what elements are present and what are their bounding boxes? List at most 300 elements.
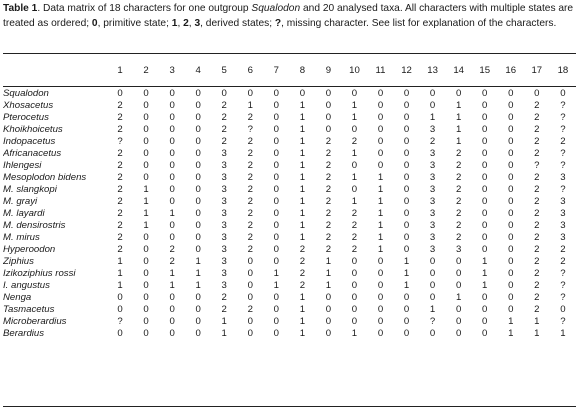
character-state-cell: 1 (299, 112, 306, 123)
character-state-cell: 1 (351, 148, 358, 159)
character-column-header: 4 (195, 65, 201, 76)
character-state-cell: 0 (351, 124, 358, 135)
taxon-name: Khoikhoicetus (3, 124, 63, 135)
table-row (3, 160, 576, 172)
table-row (3, 232, 576, 244)
character-state-cell: 1 (117, 256, 123, 267)
character-state-cell: 1 (482, 268, 488, 279)
character-state-cell: 0 (403, 124, 410, 135)
character-state-cell: 2 (534, 196, 540, 207)
character-state-cell: 0 (351, 88, 358, 99)
character-state-cell: 1 (534, 316, 540, 327)
character-state-cell: 0 (143, 292, 149, 303)
character-state-cell: 1 (403, 268, 410, 279)
character-state-cell: 2 (325, 184, 332, 195)
character-state-cell: 0 (455, 304, 462, 315)
character-state-cell: 0 (482, 244, 488, 255)
character-state-cell: 0 (169, 220, 175, 231)
character-state-cell: 1 (117, 268, 123, 279)
character-state-cell: 0 (482, 160, 488, 171)
character-state-cell: 0 (377, 160, 384, 171)
character-state-cell: 1 (482, 256, 488, 267)
character-state-cell: 0 (377, 304, 384, 315)
character-state-cell: 2 (221, 136, 227, 147)
character-state-cell: 0 (143, 328, 149, 339)
caption-state-missing: ? (274, 18, 282, 29)
character-state-cell: 0 (143, 124, 149, 135)
character-state-cell: 3 (429, 244, 436, 255)
character-state-cell: 0 (403, 172, 410, 183)
character-state-cell: 0 (508, 268, 514, 279)
character-state-cell: 2 (455, 148, 462, 159)
character-state-cell: 0 (351, 184, 358, 195)
character-state-cell: 0 (195, 184, 201, 195)
character-state-cell: 3 (221, 208, 227, 219)
character-state-cell: 0 (273, 100, 279, 111)
character-state-cell: 2 (325, 232, 332, 243)
character-state-cell: 0 (351, 304, 358, 315)
character-state-cell: 0 (195, 172, 201, 183)
character-state-cell: 3 (221, 148, 227, 159)
taxon-name: Tasmacetus (3, 304, 55, 315)
character-state-cell: 0 (169, 328, 175, 339)
character-state-cell: 3 (429, 208, 436, 219)
character-state-cell: 0 (273, 148, 279, 159)
character-state-cell: 1 (247, 100, 253, 111)
character-state-cell: 2 (117, 208, 123, 219)
character-state-cell: 0 (403, 208, 410, 219)
character-state-cell: 3 (221, 184, 227, 195)
character-state-cell: 1 (299, 316, 306, 327)
character-state-cell: 0 (247, 88, 253, 99)
character-state-cell: 0 (377, 268, 384, 279)
character-state-cell: 1 (143, 208, 149, 219)
character-state-cell: 0 (273, 256, 279, 267)
character-state-cell: 0 (273, 172, 279, 183)
character-state-cell: 0 (143, 136, 149, 147)
character-state-cell: 1 (377, 232, 384, 243)
character-state-cell: 0 (508, 136, 514, 147)
character-state-cell: 2 (534, 232, 540, 243)
character-state-cell: 0 (403, 304, 410, 315)
character-state-cell: 2 (560, 136, 566, 147)
character-column-header: 17 (531, 65, 543, 76)
character-column-header: 13 (427, 65, 438, 76)
character-state-cell: 0 (195, 208, 201, 219)
character-state-cell: 3 (560, 232, 566, 243)
table-row (3, 316, 576, 328)
character-state-cell: 2 (534, 124, 540, 135)
character-state-cell: 2 (534, 148, 540, 159)
character-state-cell: 1 (351, 196, 358, 207)
character-state-cell: 2 (247, 304, 253, 315)
table-row (3, 184, 576, 196)
table-row (3, 328, 576, 340)
character-state-cell: 0 (482, 100, 488, 111)
taxon-name: Africanacetus (3, 148, 62, 159)
character-state-cell: 3 (221, 280, 227, 291)
character-state-cell: 1 (169, 208, 175, 219)
character-state-cell: 2 (117, 124, 123, 135)
character-state-cell: 3 (221, 268, 227, 279)
character-state-cell: 0 (508, 160, 514, 171)
character-state-cell: 3 (560, 172, 566, 183)
character-state-cell: 0 (455, 316, 462, 327)
character-state-cell: 0 (508, 244, 514, 255)
character-state-cell: 0 (560, 304, 566, 315)
character-state-cell: 0 (455, 280, 462, 291)
character-state-cell: 3 (429, 184, 436, 195)
character-state-cell: 0 (508, 172, 514, 183)
table-row (3, 244, 576, 256)
taxon-name: Nenga (3, 292, 32, 303)
character-state-cell: 1 (455, 124, 462, 135)
character-state-cell: 0 (273, 232, 279, 243)
character-state-cell: 0 (169, 232, 175, 243)
caption-state-1: 1 (171, 18, 178, 29)
character-state-cell: 0 (143, 256, 149, 267)
character-state-cell: 0 (482, 208, 488, 219)
character-state-cell: 0 (377, 136, 384, 147)
character-state-cell: 0 (169, 88, 175, 99)
character-state-cell: 0 (247, 292, 253, 303)
character-state-cell: 1 (195, 268, 201, 279)
character-column-header: 15 (479, 65, 491, 76)
character-state-cell: 1 (429, 112, 436, 123)
character-state-cell: 1 (403, 256, 410, 267)
character-state-cell: 2 (117, 184, 123, 195)
character-state-cell: 0 (403, 316, 410, 327)
character-state-cell: 1 (351, 328, 358, 339)
character-state-cell: 0 (143, 232, 149, 243)
character-state-cell: 0 (117, 292, 123, 303)
character-state-cell: 2 (351, 232, 358, 243)
character-state-cell: 0 (247, 268, 253, 279)
character-state-cell: 1 (273, 268, 279, 279)
taxon-name: Izikoziphius rossi (3, 268, 76, 279)
character-state-cell: 2 (429, 136, 436, 147)
character-state-cell: 2 (534, 292, 540, 303)
table-row (3, 256, 576, 268)
character-state-cell: 0 (143, 172, 149, 183)
character-state-cell: 0 (377, 316, 384, 327)
character-state-cell: 0 (169, 172, 175, 183)
character-state-cell: 0 (429, 328, 436, 339)
character-state-cell: 3 (221, 172, 227, 183)
character-state-cell: 0 (143, 88, 149, 99)
taxon-name: I. angustus (3, 280, 50, 291)
character-state-cell: ? (560, 148, 566, 159)
character-state-cell: 0 (247, 280, 253, 291)
character-state-cell: 1 (377, 184, 384, 195)
character-state-cell: 3 (221, 232, 227, 243)
character-state-cell: 0 (143, 316, 149, 327)
character-state-cell: 0 (482, 304, 488, 315)
character-state-cell: 3 (560, 196, 566, 207)
character-state-cell: 3 (221, 244, 227, 255)
character-state-cell: 0 (143, 160, 149, 171)
character-state-cell: 0 (195, 160, 201, 171)
character-state-cell: 2 (534, 304, 540, 315)
character-state-cell: 1 (299, 196, 306, 207)
taxon-name: Ziphius (3, 256, 34, 267)
character-state-cell: ? (560, 268, 566, 279)
character-state-cell: 0 (403, 244, 410, 255)
character-state-cell: ? (560, 184, 566, 195)
character-state-cell: 1 (325, 256, 332, 267)
character-state-cell: 1 (169, 280, 175, 291)
character-column-header: 11 (375, 65, 386, 76)
character-state-cell: 0 (377, 100, 384, 111)
character-state-cell: 2 (117, 112, 123, 123)
character-state-cell: 0 (195, 232, 201, 243)
character-state-cell: 2 (299, 268, 306, 279)
character-state-cell: 1 (455, 100, 462, 111)
character-state-cell: 0 (508, 196, 514, 207)
character-state-cell: 0 (325, 304, 332, 315)
caption-text: , primitive state; (97, 18, 172, 29)
character-state-cell: 0 (273, 112, 279, 123)
character-state-cell: 0 (508, 100, 514, 111)
taxon-name: Squalodon (3, 88, 49, 99)
character-state-cell: 0 (482, 124, 488, 135)
character-state-cell: 2 (299, 280, 306, 291)
character-state-cell: 0 (195, 196, 201, 207)
character-state-cell: 0 (508, 304, 514, 315)
character-state-cell: 0 (534, 88, 540, 99)
caption-text: , derived states; (200, 18, 275, 29)
character-state-cell: 2 (534, 112, 540, 123)
character-state-cell: 0 (195, 316, 201, 327)
character-state-cell: 0 (117, 328, 123, 339)
character-state-cell: 1 (299, 208, 306, 219)
character-state-cell: 2 (351, 244, 358, 255)
taxon-name: M. layardi (3, 208, 45, 219)
character-state-cell: ? (117, 136, 123, 147)
character-state-cell: 0 (351, 160, 358, 171)
character-state-cell: 0 (377, 148, 384, 159)
character-state-cell: 0 (195, 88, 201, 99)
character-state-cell: 0 (325, 292, 332, 303)
character-state-cell: 1 (195, 280, 201, 291)
character-state-cell: 0 (143, 244, 149, 255)
character-state-cell: 0 (143, 112, 149, 123)
character-state-cell: 0 (508, 232, 514, 243)
character-state-cell: 0 (377, 256, 384, 267)
caption-text: and 20 analysed taxa. All characters with multiple states are treated as ordered; (3, 3, 574, 29)
character-state-cell: 0 (377, 124, 384, 135)
character-state-cell: 3 (455, 244, 462, 255)
character-state-cell: 2 (299, 256, 306, 267)
character-state-cell: 0 (429, 292, 436, 303)
character-state-cell: 0 (195, 292, 201, 303)
character-state-cell: 2 (325, 220, 332, 231)
character-state-cell: 0 (169, 292, 175, 303)
taxon-name: Xhosacetus (3, 100, 54, 111)
character-state-cell: 0 (508, 220, 514, 231)
character-state-cell: 2 (325, 160, 332, 171)
character-state-cell: 0 (273, 244, 279, 255)
character-state-cell: 3 (429, 232, 436, 243)
character-state-cell: 1 (351, 112, 358, 123)
character-state-cell: 3 (429, 160, 436, 171)
caption-state-3: 3 (194, 18, 201, 29)
caption-text: , (177, 18, 184, 29)
character-state-cell: 0 (482, 292, 488, 303)
character-state-cell: 1 (299, 184, 306, 195)
character-state-cell: ? (560, 292, 566, 303)
table-label: Table 1 (3, 3, 38, 14)
character-state-cell: 1 (351, 172, 358, 183)
character-state-cell: 0 (429, 256, 436, 267)
character-state-cell: 2 (455, 184, 462, 195)
character-state-cell: 0 (482, 196, 488, 207)
character-state-cell: 2 (534, 256, 540, 267)
character-state-cell: 0 (403, 292, 410, 303)
character-column-header: 9 (325, 65, 332, 76)
character-state-cell: 0 (429, 100, 436, 111)
character-state-cell: 0 (482, 172, 488, 183)
character-state-cell: 2 (351, 220, 358, 231)
character-state-cell: 0 (143, 100, 149, 111)
character-state-cell: 2 (247, 196, 253, 207)
table-row (3, 292, 576, 304)
character-state-cell: 0 (482, 148, 488, 159)
character-state-cell: 0 (403, 148, 410, 159)
character-state-cell: 0 (195, 148, 201, 159)
character-state-cell: 0 (273, 184, 279, 195)
character-state-cell: 2 (560, 244, 566, 255)
character-state-cell: 0 (169, 304, 175, 315)
character-state-cell: 2 (117, 244, 123, 255)
character-state-cell: 0 (508, 148, 514, 159)
character-state-cell: 1 (299, 232, 306, 243)
table-bottom-rule (3, 406, 576, 407)
taxon-name: Pterocetus (3, 112, 49, 123)
character-state-cell: 1 (169, 268, 175, 279)
character-state-cell: 0 (273, 292, 279, 303)
character-state-cell: ? (429, 316, 436, 327)
character-state-cell: 0 (482, 316, 488, 327)
taxon-column-header (3, 64, 107, 78)
character-state-cell: 0 (273, 328, 279, 339)
character-state-cell: 0 (221, 88, 227, 99)
table-row (3, 148, 576, 160)
character-state-cell: 1 (560, 328, 566, 339)
character-state-cell: 2 (247, 184, 253, 195)
character-state-cell: 0 (351, 280, 358, 291)
character-state-cell: 2 (117, 100, 123, 111)
character-state-cell: 2 (221, 304, 227, 315)
character-state-cell: 2 (325, 196, 332, 207)
character-state-cell: 0 (169, 136, 175, 147)
character-column-header: 3 (169, 65, 175, 76)
character-state-cell: 0 (195, 100, 201, 111)
character-state-cell: 2 (534, 268, 540, 279)
character-state-cell: 0 (169, 100, 175, 111)
taxon-name: Ihlengesi (3, 160, 42, 171)
caption-state-2: 2 (183, 18, 189, 29)
character-state-cell: 0 (351, 316, 358, 327)
character-state-cell: 0 (143, 268, 149, 279)
character-state-cell: 0 (325, 316, 332, 327)
character-state-cell: 0 (325, 100, 332, 111)
character-state-cell: 0 (377, 292, 384, 303)
data-matrix-table (3, 64, 576, 340)
character-state-cell: 2 (534, 244, 540, 255)
character-state-cell: 0 (169, 160, 175, 171)
taxon-name: M. slangkopi (3, 184, 57, 195)
table-row (3, 304, 576, 316)
character-column-header: 1 (117, 65, 123, 76)
character-state-cell: 1 (299, 292, 306, 303)
character-state-cell: 1 (143, 184, 149, 195)
character-state-cell: 2 (351, 136, 358, 147)
character-state-cell: 0 (169, 112, 175, 123)
character-state-cell: 0 (325, 328, 332, 339)
table-row (3, 112, 576, 124)
character-state-cell: 2 (221, 292, 227, 303)
character-state-cell: 0 (377, 328, 384, 339)
taxon-name: M. grayi (3, 196, 38, 207)
character-state-cell: 1 (377, 172, 384, 183)
character-state-cell: 2 (534, 184, 540, 195)
character-state-cell: 0 (403, 112, 410, 123)
table-row (3, 172, 576, 184)
character-state-cell: 2 (169, 244, 175, 255)
taxon-name: Microberardius (3, 316, 67, 327)
character-state-cell: 2 (221, 124, 227, 135)
character-state-cell: ? (247, 124, 253, 135)
character-state-cell: ? (117, 316, 123, 327)
character-state-cell: 0 (195, 220, 201, 231)
caption-state-0: 0 (91, 18, 98, 29)
character-state-cell: 2 (117, 148, 123, 159)
character-state-cell: 2 (169, 256, 175, 267)
character-state-cell: 0 (482, 184, 488, 195)
character-state-cell: 0 (325, 88, 332, 99)
character-state-cell: 2 (534, 100, 540, 111)
character-state-cell: 0 (403, 184, 410, 195)
character-state-cell: 2 (117, 160, 123, 171)
character-state-cell: 0 (455, 88, 462, 99)
character-state-cell: 1 (403, 280, 410, 291)
character-state-cell: 0 (169, 148, 175, 159)
character-state-cell: 0 (247, 256, 253, 267)
table-row (3, 208, 576, 220)
character-state-cell: 0 (273, 220, 279, 231)
character-state-cell: 2 (351, 208, 358, 219)
character-state-cell: 0 (482, 88, 488, 99)
character-state-cell: 1 (195, 256, 201, 267)
character-state-cell: ? (560, 100, 566, 111)
character-state-cell: 1 (377, 244, 384, 255)
caption-outgroup-name: Squalodon (251, 3, 301, 14)
character-state-cell: 0 (429, 268, 436, 279)
table-row (3, 220, 576, 232)
character-state-cell: 0 (273, 304, 279, 315)
caption-text: . Data matrix of 18 characters for one outgroup (37, 3, 252, 14)
character-state-cell: 0 (508, 124, 514, 135)
character-state-cell: 0 (325, 124, 332, 135)
character-state-cell: 3 (221, 196, 227, 207)
character-state-cell: 2 (299, 244, 306, 255)
character-state-cell: 0 (351, 256, 358, 267)
character-state-cell: 3 (221, 256, 227, 267)
character-column-header: 16 (505, 65, 517, 76)
caption-text: , (188, 18, 195, 29)
character-state-cell: 3 (221, 220, 227, 231)
